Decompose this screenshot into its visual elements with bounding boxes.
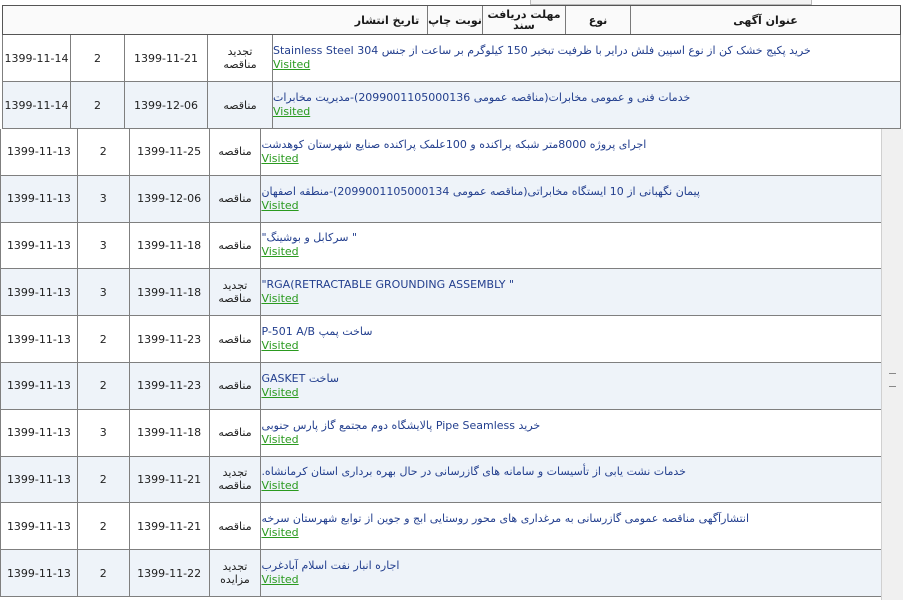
cell-deadline: 1399-11-18	[129, 269, 209, 315]
cell-round: 2	[77, 129, 129, 175]
header-published[interactable]: تاریخ انتشار	[354, 13, 420, 27]
cell-type: مناقصه	[209, 410, 261, 456]
cell-type: مناقصه	[209, 316, 261, 362]
table-row[interactable]	[0, 550, 882, 597]
visited-link[interactable]: Visited	[261, 385, 299, 399]
visited-link[interactable]: Visited	[273, 105, 311, 118]
cell-deadline: 1399-11-18	[129, 223, 209, 269]
cell-round: 3	[77, 223, 129, 269]
cell-deadline: 1399-11-25	[129, 129, 209, 175]
cell-type: مناقصه	[209, 223, 261, 269]
cell-type: مناقصه	[209, 176, 261, 222]
cell-deadline: 1399-11-23	[129, 316, 209, 362]
table-row[interactable]	[0, 410, 882, 457]
vertical-scrollbar[interactable]	[881, 129, 903, 600]
table-body-bottom	[0, 129, 882, 597]
cell-round: 3	[77, 269, 129, 315]
cell-published: 1399-11-13	[6, 519, 71, 533]
table-row[interactable]	[2, 82, 901, 129]
header-round[interactable]: نوبت چاپ	[427, 6, 482, 34]
header-deadline[interactable]: مهلت دریافت سند	[482, 6, 565, 34]
tender-title-link[interactable]: خرید پکیج خشک کن از نوع اسپین فلش درایر با ظرفیت تبخیر 150 کیلوگرم بر ساعت از جنس Stainless Steel 304	[273, 44, 811, 57]
cell-type: تجدید مناقصه	[209, 269, 261, 315]
cell-published: 1399-11-13	[6, 426, 71, 440]
cell-deadline: 1399-11-21	[124, 35, 207, 81]
cell-round: 2	[70, 82, 124, 128]
cell-round: 2	[77, 363, 129, 409]
table-row[interactable]	[0, 457, 882, 504]
cell-title	[260, 363, 881, 409]
table-row[interactable]	[0, 316, 882, 363]
tender-title-link[interactable]: خدمات نشت یابی از تأسیسات و سامانه های گازرسانی در حال بهره برداری استان کرمانشاه.	[261, 465, 686, 479]
cell-round: 2	[77, 503, 129, 549]
cell-published: 1399-11-13	[6, 192, 71, 206]
cell-title	[260, 410, 881, 456]
cell-published: 1399-11-13	[6, 238, 71, 252]
cell-round: 2	[77, 316, 129, 362]
tender-title-link[interactable]: انتشارآگهی مناقصه عمومی گازرسانی به مرغداری های محور روستایی ابج و جوین از توابع شهرستان سرخه	[261, 512, 750, 526]
cell-published: 1399-11-13	[6, 145, 71, 159]
header-title[interactable]: عنوان آگهی	[630, 6, 900, 34]
visited-link[interactable]: Visited	[273, 58, 311, 71]
cell-round: 2	[77, 457, 129, 503]
visited-link[interactable]: Visited	[261, 198, 299, 212]
cell-round: 3	[77, 410, 129, 456]
cell-type: تجدید مناقصه	[209, 457, 261, 503]
tender-title-link[interactable]: اجاره انبار نفت اسلام آبادغرب	[261, 559, 400, 573]
visited-link[interactable]: Visited	[261, 245, 299, 259]
cell-deadline: 1399-11-18	[129, 410, 209, 456]
cell-deadline: 1399-11-22	[129, 550, 209, 596]
cell-published: 1399-11-14	[4, 98, 69, 112]
cell-deadline: 1399-12-06	[124, 82, 207, 128]
tender-title-link[interactable]: خرید Pipe Seamless پالایشگاه دوم مجتمع گاز پارس جنوبی	[261, 418, 541, 432]
cell-title	[260, 550, 881, 596]
cell-published: 1399-11-13	[6, 379, 71, 393]
cell-title	[260, 129, 881, 175]
cell-deadline: 1399-11-21	[129, 503, 209, 549]
cell-type: تجدید مناقصه	[207, 35, 272, 81]
header-type[interactable]: نوع	[565, 6, 630, 34]
visited-link[interactable]: Visited	[261, 151, 299, 165]
tender-title-link[interactable]: ساخت پمپ P-501 A/B	[261, 325, 373, 339]
cell-type: مناقصه	[209, 503, 261, 549]
visited-link[interactable]: Visited	[261, 432, 299, 446]
tender-title-link[interactable]: " RGA(RETRACTABLE GROUNDING ASSEMBLY"	[261, 278, 515, 292]
cell-published: 1399-11-13	[6, 566, 71, 580]
table-row[interactable]	[0, 176, 882, 223]
tender-title-link[interactable]: " سرکابل و بوشینگ"	[261, 231, 358, 245]
cell-title	[260, 223, 881, 269]
cell-deadline: 1399-12-06	[129, 176, 209, 222]
cell-round: 2	[70, 35, 124, 81]
visited-link[interactable]: Visited	[261, 573, 299, 587]
visited-link[interactable]: Visited	[261, 479, 299, 493]
table-body-top	[2, 35, 901, 129]
visited-link[interactable]: Visited	[261, 339, 299, 353]
cell-deadline: 1399-11-21	[129, 457, 209, 503]
table-row[interactable]	[0, 223, 882, 270]
table-row[interactable]	[2, 35, 901, 82]
cell-title	[260, 457, 881, 503]
table-row[interactable]	[0, 269, 882, 316]
cell-title	[272, 35, 900, 81]
cell-deadline: 1399-11-23	[129, 363, 209, 409]
table-row[interactable]	[0, 129, 882, 176]
cell-type: مناقصه	[209, 363, 261, 409]
cell-title	[260, 503, 881, 549]
tender-title-link[interactable]: ساخت GASKET	[261, 371, 340, 385]
table-row[interactable]	[0, 503, 882, 550]
cell-published: 1399-11-13	[6, 472, 71, 486]
cell-published: 1399-11-13	[6, 285, 71, 299]
cell-published: 1399-11-13	[6, 332, 71, 346]
scrollbar-grip-icon[interactable]	[889, 373, 896, 387]
cell-round: 3	[77, 176, 129, 222]
tender-title-link[interactable]: خدمات فنی و عمومی مخابرات(مناقصه عمومی 2099001105000136)-مدیریت مخابرات	[273, 91, 691, 104]
cell-published: 1399-11-14	[4, 51, 69, 65]
cell-title	[260, 269, 881, 315]
tender-title-link[interactable]: اجرای پروژه 8000متر شبکه پراکنده و 100علمک پراکنده صنایع شهرستان کوهدشت	[261, 137, 647, 151]
cell-type: مناقصه	[207, 82, 272, 128]
visited-link[interactable]: Visited	[261, 526, 299, 540]
cell-title	[272, 82, 900, 128]
cell-type: مناقصه	[209, 129, 261, 175]
table-header	[2, 5, 901, 35]
visited-link[interactable]: Visited	[261, 292, 299, 306]
cell-type: تجدید مزایده	[209, 550, 261, 596]
cell-title	[260, 176, 881, 222]
table-row[interactable]	[0, 363, 882, 410]
cell-title	[260, 316, 881, 362]
cell-round: 2	[77, 550, 129, 596]
tender-title-link[interactable]: پیمان نگهبانی از 10 ایستگاه مخابراتی(مناقصه عمومی 2099001105000134)-منطقه اصفهان	[261, 184, 700, 198]
